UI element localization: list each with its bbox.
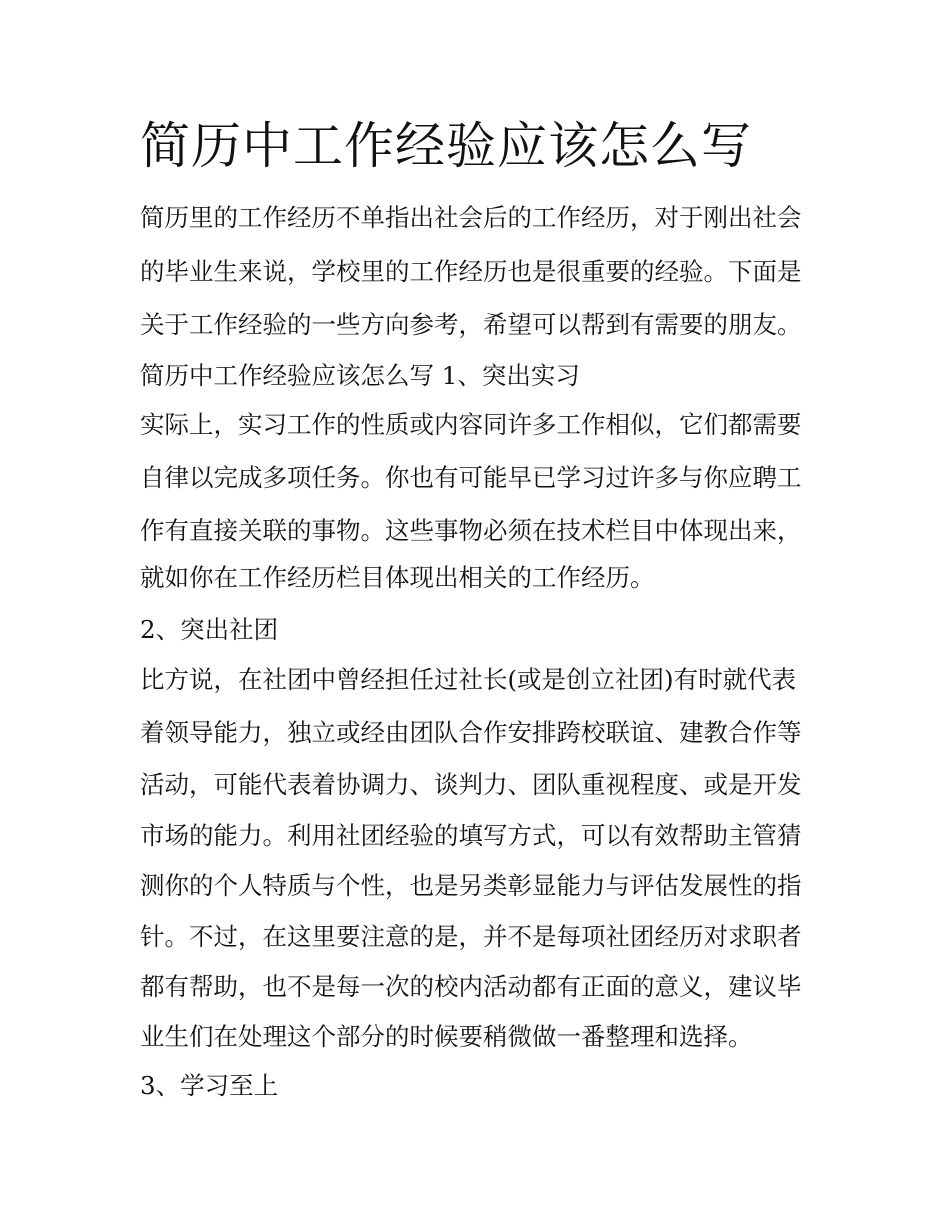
body-line-6: 自律以完成多项任务。你也有可能早已学习过许多与你应聘工 [140,463,802,492]
body-line-12: 活动，可能代表着协调力、谈判力、团队重视程度、或是开发 [140,770,802,799]
section-heading-1: 简历中工作经验应该怎么写 1、突出实习 [140,361,580,390]
body-line-16: 都有帮助，也不是每一次的校内活动都有正面的意义，建议毕 [140,972,802,1001]
document-title: 简历中工作经验应该怎么写 [140,117,752,175]
body-line-3: 关于工作经验的一些方向参考，希望可以帮到有需要的朋友。 [140,310,802,339]
body-line-13: 市场的能力。利用社团经验的填写方式，可以有效帮助主管猜 [140,821,802,850]
body-line-2: 的毕业生来说，学校里的工作经历也是很重要的经验。下面是 [140,257,802,286]
body-line-10: 比方说，在社团中曾经担任过社长(或是创立社团)有时就代表 [140,665,797,694]
body-line-1: 简历里的工作经历不单指出社会后的工作经历，对于刚出社会 [140,203,802,232]
body-line-11: 着领导能力，独立或经由团队合作安排跨校联谊、建教合作等 [140,718,802,747]
body-line-17: 业生们在处理这个部分的时候要稍微做一番整理和选择。 [140,1022,753,1051]
body-line-14: 测你的个人特质与个性，也是另类彰显能力与评估发展性的指 [140,871,802,900]
section-heading-3: 3、学习至上 [140,1071,279,1100]
section-heading-2: 2、突出社团 [140,615,279,644]
body-line-5: 实际上，实习工作的性质或内容同许多工作相似，它们都需要 [140,410,802,439]
body-line-8: 就如你在工作经历栏目体现出相关的工作经历。 [140,563,655,592]
body-line-15: 针。不过，在这里要注意的是，并不是每项社团经历对求职者 [140,922,802,951]
body-line-7: 作有直接关联的事物。这些事物必须在技术栏目中体现出来， [140,516,802,545]
